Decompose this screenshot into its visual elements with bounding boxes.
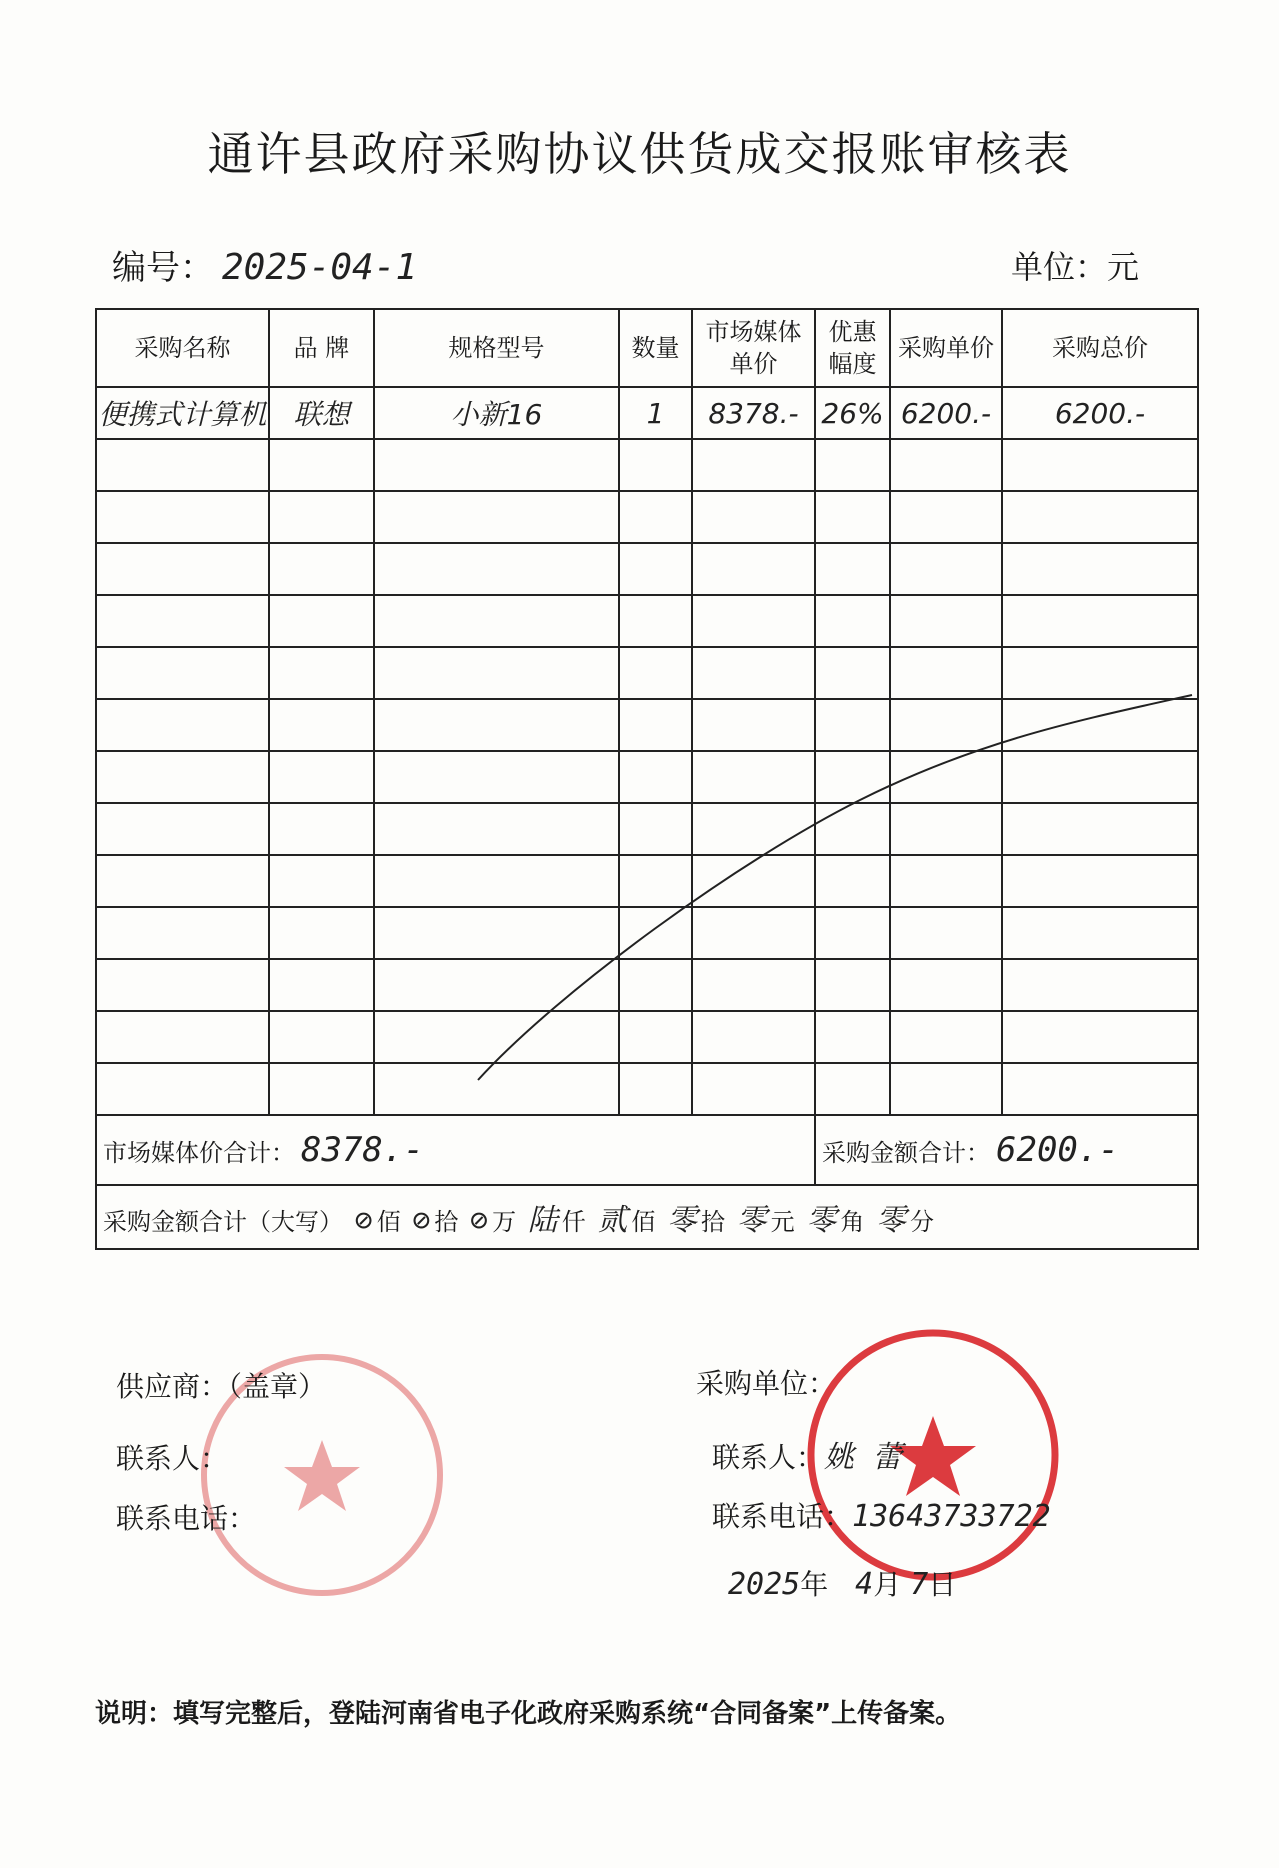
- col-header: 规格型号: [374, 309, 619, 387]
- digit-unit: 佰: [631, 1208, 656, 1236]
- digit-value: ⊘: [412, 1203, 431, 1238]
- number-label: 编号：: [112, 248, 214, 288]
- table-row: [96, 855, 1198, 907]
- item-qty: 1: [619, 387, 692, 439]
- item-name: 便携式计算机: [96, 387, 269, 439]
- table-row: [96, 491, 1198, 543]
- table-row: [96, 439, 1198, 491]
- table-row: [96, 1011, 1198, 1063]
- date-month-unit: 月: [873, 1568, 902, 1601]
- table-row: [96, 907, 1198, 959]
- supplier-label: 供应商：（盖章）: [116, 1370, 327, 1403]
- item-brand: 联想: [269, 387, 374, 439]
- date-year: 2025: [728, 1567, 801, 1602]
- buyer-phone: [712, 1495, 1051, 1535]
- digit-value: 贰: [597, 1203, 628, 1238]
- table-row: [96, 595, 1198, 647]
- purchase-total-cell: [815, 1115, 1198, 1185]
- digit-value: 零: [875, 1203, 906, 1238]
- totals-row: [96, 1115, 1198, 1185]
- amount-in-words-row: [96, 1185, 1198, 1249]
- supplier-contact-label: 联系人：: [116, 1442, 229, 1475]
- digit-value: 零: [806, 1203, 837, 1238]
- sign-date: [728, 1563, 956, 1603]
- market-total-cell: [96, 1115, 815, 1185]
- date-day-unit: 日: [928, 1568, 957, 1601]
- form-note: 说明：填写完整后，登陆河南省电子化政府采购系统“合同备案”上传备案。: [95, 1699, 962, 1729]
- item-unit-price: 6200.-: [890, 387, 1002, 439]
- table-row: [96, 387, 1198, 439]
- item-market-price: 8378.-: [692, 387, 815, 439]
- digit-value: 零: [667, 1203, 698, 1238]
- digit-unit: 元: [770, 1208, 795, 1236]
- item-total-price: 6200.-: [1002, 387, 1198, 439]
- col-header: 品 牌: [269, 309, 374, 387]
- table-row: [96, 647, 1198, 699]
- buyer-contact-value: 姚 蕾: [824, 1440, 903, 1475]
- digit-unit: 角: [840, 1208, 865, 1236]
- digit-unit: 拾: [434, 1208, 459, 1236]
- table-row: [96, 751, 1198, 803]
- digit-value: 陆: [527, 1203, 558, 1238]
- digit-unit: 分: [909, 1208, 934, 1236]
- item-discount: 26%: [815, 387, 890, 439]
- buyer-phone-label: 联系电话：: [712, 1500, 853, 1533]
- col-header: 数量: [619, 309, 692, 387]
- digit-value: ⊘: [470, 1203, 489, 1238]
- date-day: 7: [910, 1567, 929, 1602]
- buyer-contact: [712, 1432, 902, 1476]
- number-value: 2025-04-1: [222, 247, 418, 288]
- supplier-phone-label: 联系电话：: [116, 1502, 257, 1535]
- col-header: 采购单价: [890, 309, 1002, 387]
- digit-unit: 万: [492, 1208, 517, 1236]
- purchase-total-value: 6200.-: [996, 1130, 1119, 1170]
- table-row: [96, 803, 1198, 855]
- market-total-label: 市场媒体价合计：: [103, 1139, 295, 1167]
- col-header: 优惠幅度: [815, 309, 890, 387]
- digit-unit: 佰: [376, 1208, 401, 1236]
- digit-unit: 拾: [701, 1208, 726, 1236]
- col-header: 采购总价: [1002, 309, 1198, 387]
- date-year-unit: 年: [800, 1568, 829, 1601]
- table-row: [96, 959, 1198, 1011]
- buyer-phone-value: 13643733722: [852, 1499, 1051, 1534]
- amount-in-words-cell: [96, 1185, 1198, 1249]
- table-header-row: [96, 309, 1198, 387]
- unit-value: 元: [1106, 248, 1139, 286]
- form-number: [112, 240, 417, 289]
- col-header: 市场媒体单价: [692, 309, 815, 387]
- col-header: 采购名称: [96, 309, 269, 387]
- purchase-total-label: 采购金额合计：: [822, 1139, 990, 1167]
- table-row: [96, 543, 1198, 595]
- date-month: 4: [855, 1567, 874, 1602]
- table-row: [96, 1063, 1198, 1115]
- digit-value: ⊘: [354, 1203, 373, 1238]
- currency-unit: [1011, 242, 1139, 288]
- item-model: 小新16: [374, 387, 619, 439]
- unit-label: 单位：: [1010, 248, 1107, 286]
- buyer-label: 采购单位：: [696, 1367, 837, 1400]
- amount-in-words-label: 采购金额合计（大写）: [103, 1208, 343, 1236]
- table-row: [96, 699, 1198, 751]
- form-title: 通许县政府采购协议供货成交报账审核表: [207, 127, 1072, 181]
- market-total-value: 8378.-: [301, 1130, 424, 1170]
- digit-value: 零: [736, 1203, 767, 1238]
- purchase-table: [95, 308, 1199, 1250]
- digit-unit: 仟: [561, 1208, 586, 1236]
- buyer-contact-label: 联系人：: [712, 1441, 825, 1474]
